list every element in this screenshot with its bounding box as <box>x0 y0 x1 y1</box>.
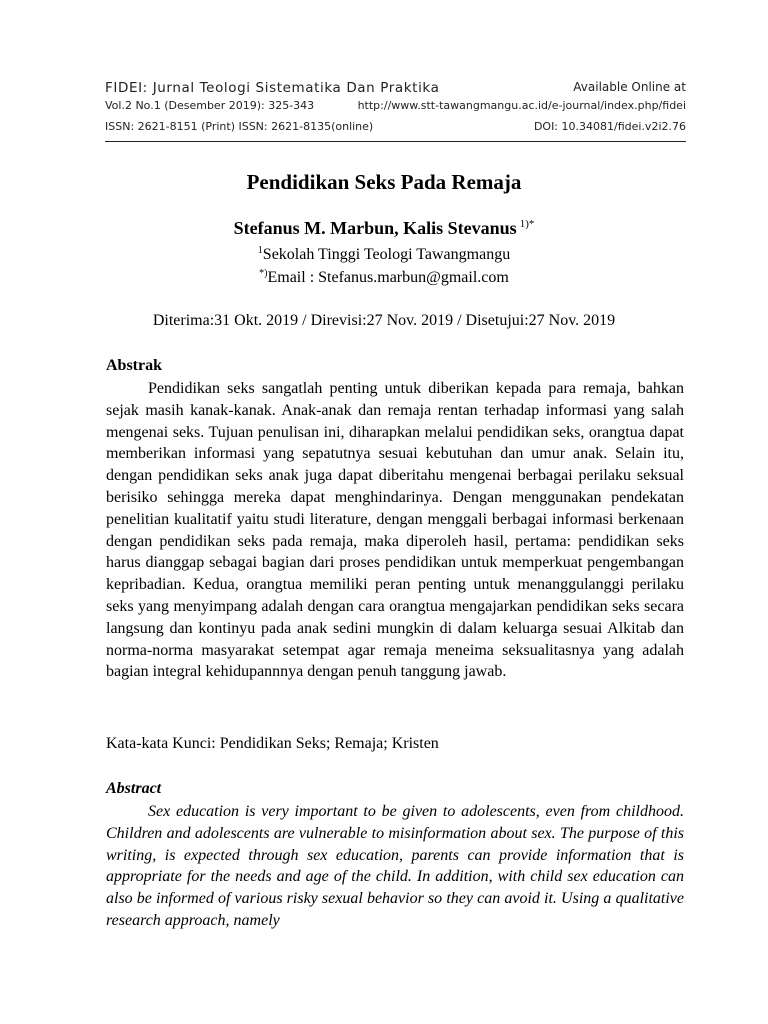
abstrak-heading: Abstrak <box>106 357 163 374</box>
abstrak-text: Pendidikan seks sangatlah penting untuk diberikan kepada para remaja, bahkan sejak masih kanak-kanak. Anak-anak dan remaja rentan terhadap informasi yang salah mengenai seks. Tujuan penulisan ini, diharapkan melalui pendidikan seks, orangtua dapat memberikan informasi yang sepatutnya sesuai kebutuhan dan umur anak. Selain itu, dengan pendidikan seks anak juga dapat diberitahu mengenai berbagai perilaku seksual berisiko sehingga mereka dapat menghindarinya. Dengan menggunakan pendekatan penelitian kualitatif yaitu studi literature, dengan menggali berbagai informasi berkenaan dengan pendidikan seks pada remaja, maka diperoleh hasil, pertama: pendidikan seks harus dianggap sebagai bagian dari proses pendidikan untuk memperkuat pengembangan kepribadian. Kedua, orangtua memiliki peran penting untuk menanggulanggi perilaku seks yang menyimpang adalah dengan cara orangtua mengajarkan pendidikan seks secara langsung dan kontinyu pada anak sedini mungkin di dalam keluarga sesuai Alkitab dan norma-norma masyarakat setempat agar remaja meneima seksualitasnya yang adalah bagian integral kehidupannnya dengan penuh tanggung jawab. <box>106 380 684 681</box>
journal-volume: Vol.2 No.1 (Desember 2019): 325-343 <box>105 99 315 112</box>
affiliation-marker: 1 <box>257 245 263 256</box>
header-divider <box>105 141 686 142</box>
author-marker: 1)* <box>519 218 535 230</box>
affiliation <box>0 245 768 264</box>
submission-dates: Diterima:31 Okt. 2019 / Direvisi:27 Nov. 2019 / Disetujui:27 Nov. 2019 <box>152 312 616 329</box>
affiliation-name: Sekolah Tinggi Teologi Tawangmangu <box>262 246 511 263</box>
keywords: Kata-kata Kunci: Pendidikan Seks; Remaja; Kristen <box>106 735 439 752</box>
abstract-heading: Abstract <box>106 780 162 797</box>
journal-name: FIDEI: Jurnal Teologi Sistematika Dan Praktika <box>105 80 440 96</box>
corresponding-email <box>0 268 768 287</box>
paper-title: Pendidikan Seks Pada Remaja <box>246 170 522 194</box>
journal-url[interactable]: http://www.stt-tawangmangu.ac.id/e-journal/index.php/fidei <box>357 99 686 112</box>
journal-doi[interactable]: DOI: 10.34081/fidei.v2i2.76 <box>533 120 686 133</box>
email-text: Email : Stefanus.marbun@gmail.com <box>267 269 509 286</box>
availability-note: Available Online at <box>573 80 686 94</box>
author-names: Stefanus M. Marbun, Kalis Stevanus <box>233 218 517 238</box>
paper-authors <box>0 218 768 239</box>
email-marker: *) <box>259 268 268 279</box>
abstract-text: Sex education is very important to be given to adolescents, even from childhood. Children and adolescents are vulnerable to misinformation about sex. The purpose of this writing, is expected through sex education, parents can provide information that is appropriate for the needs and age of the child. In addition, with child sex education can also be informed of various risky sexual behavior so they can avoid it. Using a qualitative research approach, namely <box>106 803 684 929</box>
journal-issn: ISSN: 2621-8151 (Print) ISSN: 2621-8135(online) <box>105 120 374 133</box>
